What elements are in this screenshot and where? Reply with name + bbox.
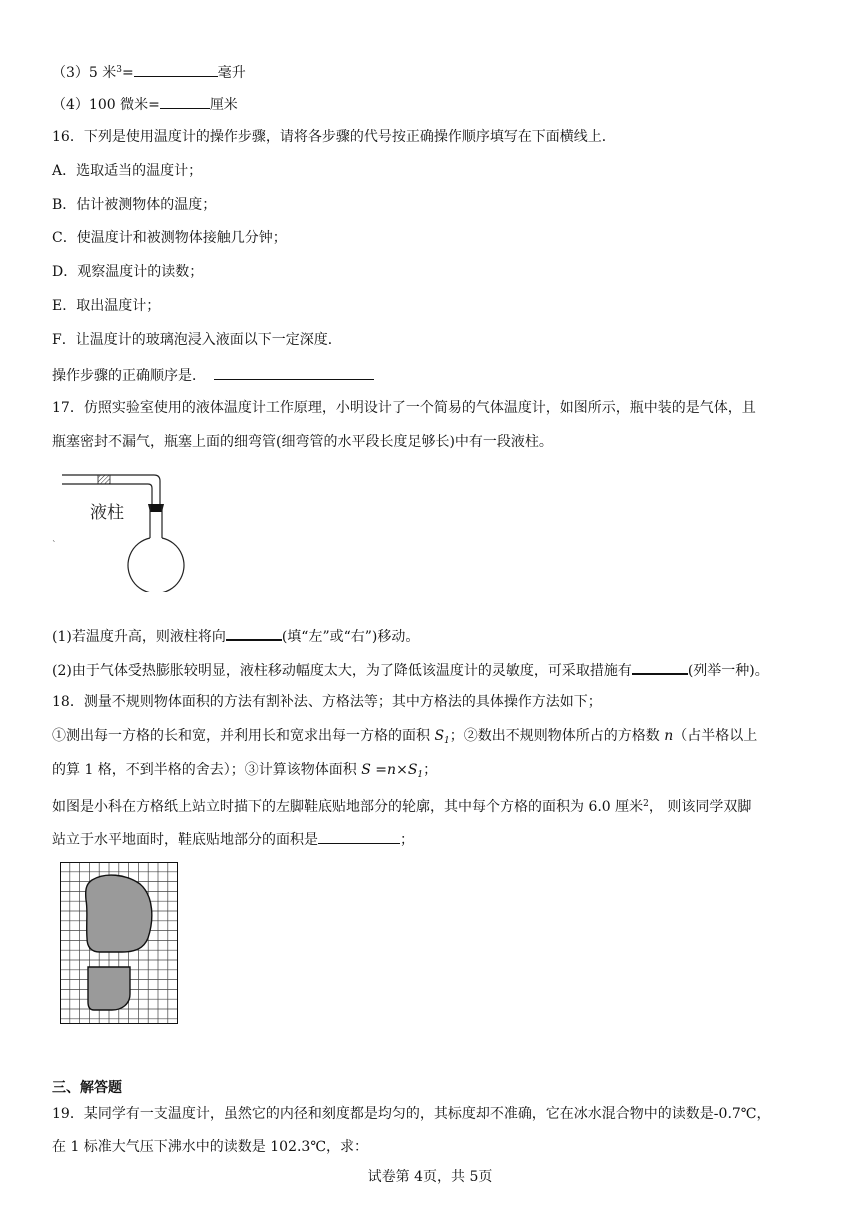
q19-line2: 在 1 标准大气压下沸水中的读数是 102.3℃，求： — [52, 1139, 368, 1155]
q15-part4: （4）100 微米= 厘米 — [52, 93, 238, 115]
q17-part2: (2)由于气体受热膨胀较明显，液柱移动幅度太大，为了降低该温度计的灵敏度，可采取措施有 (列举一种)。 — [52, 658, 769, 681]
page-footer: 试卷第 4页，共 5页 — [367, 1169, 493, 1185]
q19-line1: 19．某同学有一支温度计，虽然它的内径和刻度都是均匀的，其标度却不准确，它在冰水混合物中的读数是-0.7℃， — [52, 1106, 771, 1122]
q18-step2: 的算 1 格，不到半格的舍去）；③计算该物体面积 $S =n\times S_1$； — [52, 762, 438, 780]
q16-answer-line: 操作步骤的正确顺序是． — [52, 364, 374, 386]
shoe-heel — [88, 967, 130, 1010]
shoe-print-grid-figure — [60, 862, 178, 1024]
q17-stem-line2: 瓶塞密封不漏气，瓶塞上面的细弯管(细弯管的水平段长度足够长)中有一段液柱。 — [52, 434, 553, 450]
tube-inner-bend — [148, 484, 152, 506]
q16-option-c: C．使温度计和被测物体接触几分钟； — [52, 230, 287, 246]
q16-option-b: B．估计被测物体的温度； — [52, 197, 217, 213]
answer-blank[interactable] — [134, 61, 218, 77]
q18-desc-line2: 站立于水平地面时，鞋底贴地部分的面积是 ； — [52, 828, 414, 850]
q16-option-d: D．观察温度计的读数； — [52, 264, 204, 280]
answer-blank[interactable] — [318, 828, 400, 844]
q16-option-f: F．让温度计的玻璃泡浸入液面以下一定深度． — [52, 332, 342, 348]
liquid-column — [98, 475, 110, 484]
answer-blank[interactable] — [632, 658, 688, 675]
q16-option-a: A．选取适当的温度计； — [52, 163, 203, 179]
section-title: 三、解答题 — [52, 1080, 122, 1096]
q17-stem-line1: 17．仿照实验室使用的液体温度计工作原理，小明设计了一个简易的气体温度计，如图所示，瓶中装的是气体，且 — [52, 400, 756, 416]
q18-stem: 18．测量不规则物体面积的方法有割补法、方格法等；其中方格法的具体操作方法如下； — [52, 694, 602, 710]
svg-text:`: ` — [52, 541, 57, 551]
q16-option-e: E．取出温度计； — [52, 298, 161, 314]
answer-blank[interactable] — [160, 93, 210, 109]
q16-stem: 16．下列是使用温度计的操作步骤，请将各步骤的代号按正确操作顺序填写在下面横线上． — [52, 129, 616, 145]
figure-label-liquid-column: 液柱 — [90, 503, 124, 523]
tube-outer-bend — [154, 475, 160, 506]
q18-desc-line1: 如图是小科在方格纸上站立时描下的左脚鞋底贴地部分的轮廓，其中每个方格的面积为 6.0 厘米$^2$， 则该同学双脚 — [52, 799, 752, 815]
answer-blank[interactable] — [214, 364, 374, 380]
answer-blank[interactable] — [226, 624, 282, 641]
gas-thermometer-figure — [50, 466, 190, 592]
flask-bulb — [128, 538, 184, 592]
shoe-sole-front — [86, 875, 152, 952]
q17-part1: (1)若温度升高，则液柱将向 (填“左”或“右”)移动。 — [52, 624, 419, 647]
q15-part3: （3）5 米$^3$= 毫升 — [52, 60, 246, 83]
q18-step1: ①测出每一方格的长和宽，并利用长和宽求出每一方格的面积 $S_1$；②数出不规则物体所占的方格数 n（占半格以上 — [52, 728, 758, 746]
